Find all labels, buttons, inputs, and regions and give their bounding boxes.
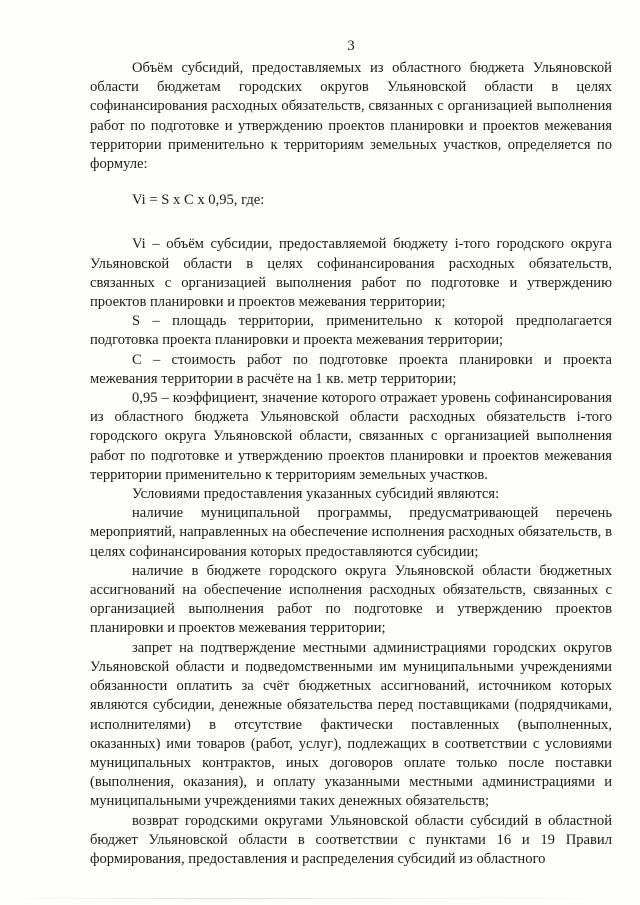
page-number: 3 [347,38,355,54]
condition-subsidy-return: возврат городскими округами Ульяновской области субсидий в областной бюджет Ульяновской области в соответствии с пунктами 16 и 19 Правил формирования, предоставления и распределения субсидий из областного [90,812,612,867]
definition-c: C – стоимость работ по подготовке проекта планировки и проекта межевания территории в расчёте на 1 кв. метр территории; [90,351,612,387]
condition-payment-prohibition: запрет на подтверждение местными администрациями городских округов Ульяновской области и подведомственными им муниципальными учреждениями обязанности оплатить за счёт бюджетных ассигнований, источником которых являются субсидии, денежные обязательства перед поставщиками (подрядчиками, исполнителями) в отсутствие фактически поставленных (выполненных, оказанных) ими товаров (работ, услуг), подлежащих в соответствии с условиями муниципальных контрактов, иных договоров оплате только после поставки (выполнения, оказания), и оплату указанными местными администрациями и муниципальными учреждениями таких денежных обязательств; [90,639,612,810]
paragraph-conditions: Условиями предоставления указанных субсидий являются: [132,486,500,503]
condition-budget-allocations: наличие в бюджете городского округа Ульяновской области бюджетных ассигнований на обеспечение исполнения расходных обязательств, связанных с организацией выполнения работ по подготовке и утверждению проектов планировки и проектов межевания территории; [90,562,612,637]
definition-coefficient: 0,95 – коэффициент, значение которого отражает уровень софинансирования из областного бюджета Ульяновской области расходных обязательств i-того городского округа Ульяновской области, связанных с организацией выполнения работ по подготовке и утверждению проектов планировки и проектов межевания территории применительно к территориям земельных участков. [90,390,612,483]
paragraph-subsidy-volume: Объём субсидий, предоставляемых из областного бюджета Ульяновской области бюджетам городских округов Ульяновской области в целях софинансирования расходных обязательств, связанных с организацией выполнения работ по подготовке и утверждению проектов планировки и проектов межевания территории применительно к территориям земельных участков, определяется по формуле: [90,60,612,173]
definition-vi: Vi – объём субсидии, предоставляемой бюджету i-того городского округа Ульяновской области в целях софинансирования расходных обязательств, связанных с организацией выполнения работ по подготовке и утверждению проектов планировки и проектов межевания территории; [90,236,612,311]
document-body [90,59,612,869]
definition-s: S – площадь территории, применительно к которой предполагается подготовка проекта планировки и проекта межевания территории; [90,313,612,349]
scan-artifact-line [0,898,640,899]
condition-municipal-program: наличие муниципальной программы, предусматривающей перечень мероприятий, направленных на обеспечение исполнения расходных обязательств, в целях софинансирования которых предоставляются субсидии; [90,505,612,560]
formula: Vi = S x C x 0,95, где: [132,192,265,209]
